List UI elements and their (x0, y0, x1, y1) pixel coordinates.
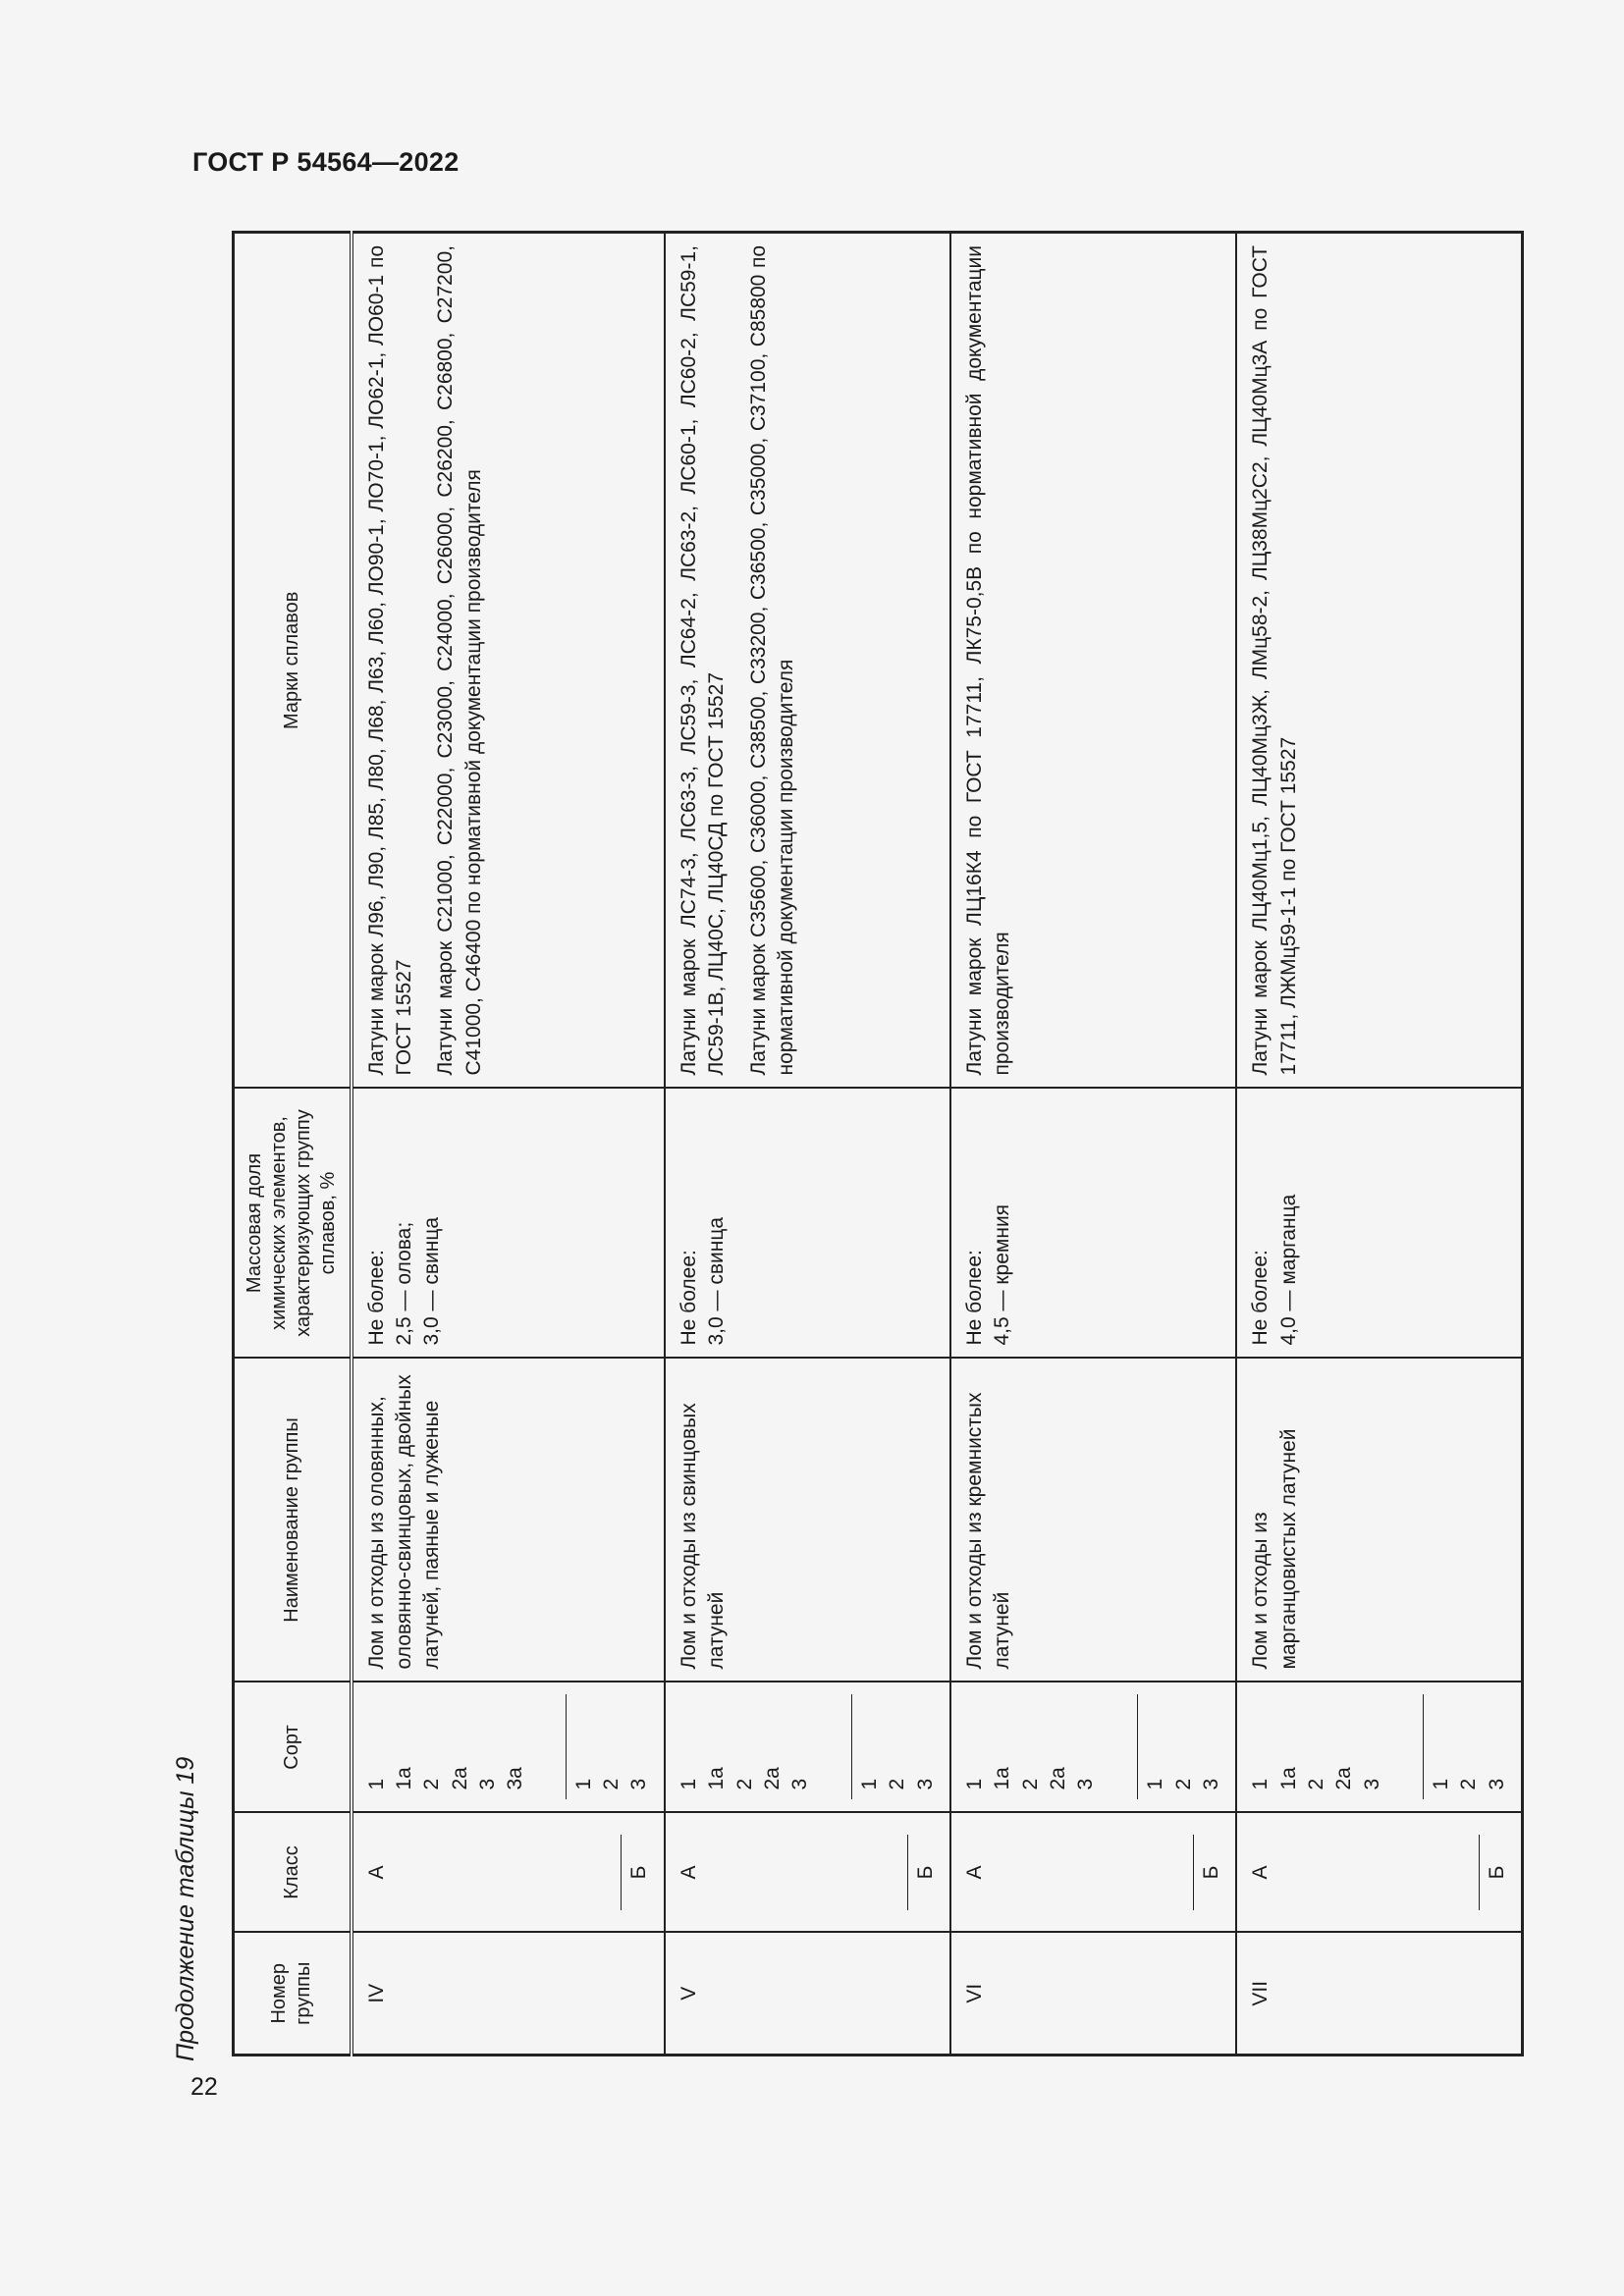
sort-item: 2а (1047, 1767, 1070, 1790)
alloy-grades-cell (950, 233, 1236, 1089)
sort-cell (950, 1682, 1236, 1813)
alloy-grades-cell (352, 233, 665, 1089)
class-cell (665, 1813, 950, 1933)
alloy-grades-paragraph: Латуни марок С35600, С36000, С38500, С33200, С36500, С35000, С37100, С85800 по нормативной документации производителя (746, 245, 797, 1076)
sort-item: 1 (858, 1778, 882, 1790)
class-a-label: А (677, 1865, 700, 1880)
alloy-grades-cell (1236, 233, 1522, 1089)
sort-item: 2а (1332, 1767, 1356, 1790)
class-cell (1236, 1813, 1522, 1933)
mass-fraction-cell (1236, 1089, 1522, 1359)
sort-list-class-b (566, 1695, 654, 1800)
alloy-groups-table (232, 231, 1524, 2056)
sort-list-class-a (1247, 1695, 1386, 1800)
sort-item: 1 (571, 1778, 595, 1790)
group-name: Лом и отходы из оловянных, оловянно-свинцовых, двойных латуней, паяные и луженые (364, 1374, 444, 1670)
mass-line: 3,0 — свинца (705, 1216, 729, 1346)
sort-item: 3 (1485, 1778, 1508, 1790)
rotated-table-container (232, 231, 1524, 2056)
group-name-cell (352, 1359, 665, 1682)
sort-list-class-a (363, 1695, 530, 1800)
sort-item: 2 (1018, 1778, 1042, 1790)
sort-list-class-b (1137, 1695, 1225, 1800)
mass-fraction-cell (665, 1089, 950, 1359)
sort-item: 1а (1276, 1767, 1300, 1790)
alloy-grades-paragraph: Латуни марок ЛС74-3, ЛС63-3, ЛС59-3, ЛС64-2, ЛС63-2, ЛС60-1, ЛС60-2, ЛС59-1, ЛС59-1В, ЛЦ40С, ЛЦ40СД по ГОСТ 15527 (677, 245, 729, 1076)
mass-line: 2,5 — олова; (392, 1221, 415, 1346)
sort-item: 1 (364, 1778, 388, 1790)
sort-list-class-b (1423, 1695, 1511, 1800)
table-row (665, 233, 950, 2056)
mass-fraction-cell (950, 1089, 1236, 1359)
sort-item: 2а (448, 1767, 471, 1790)
group-number-cell (665, 1933, 950, 2056)
sort-item: 3 (788, 1778, 812, 1790)
group-number: VII (1249, 1980, 1272, 2006)
sort-list-class-a (961, 1695, 1101, 1800)
alloy-grades-paragraph: Латуни марок ЛЦ40Мц1,5, ЛЦ40Мц3Ж, ЛМц58-2, ЛЦ38Мц2С2, ЛЦ40Мц3А по ГОСТ 17711, ЛЖМц59-1-1 по ГОСТ 15527 (1249, 245, 1300, 1076)
header-class: Класс (234, 1813, 352, 1933)
alloy-grades-paragraph: Латуни марок С21000, С22000, С23000, С24000, С26000, С26200, С26800, С27200, С41000, С46400 по нормативной документации производителя (434, 245, 485, 1076)
sort-item: 2 (420, 1778, 444, 1790)
sort-item: 3 (913, 1778, 937, 1790)
mass-line: Не более: (1249, 1250, 1272, 1346)
sort-item: 2 (732, 1778, 756, 1790)
group-number-cell (950, 1933, 1236, 2056)
table-row (352, 233, 665, 2056)
group-name-cell (1236, 1359, 1522, 1682)
class-a-label: А (364, 1865, 388, 1880)
class-cell (352, 1813, 665, 1933)
class-b-label: Б (907, 1835, 940, 1910)
sort-item: 2а (760, 1767, 784, 1790)
class-b-label: Б (621, 1835, 653, 1910)
mass-fraction-cell (352, 1089, 665, 1359)
group-name: Лом и отходы из свинцовых латуней (677, 1403, 729, 1670)
sort-item: 1а (705, 1767, 729, 1790)
sort-item: 1 (963, 1778, 987, 1790)
sort-item: 1 (1249, 1778, 1272, 1790)
sort-item: 3 (1360, 1778, 1383, 1790)
header-mass-fraction: Массовая доля химических элементов, характеризующих группу сплавов, % (234, 1089, 352, 1359)
group-number: VI (963, 1983, 987, 2003)
group-number: IV (364, 1983, 388, 2003)
sort-cell (1236, 1682, 1522, 1813)
document-header: ГОСТ Р 54564—2022 (192, 147, 460, 177)
class-a-label: А (963, 1865, 987, 1880)
sort-item: 2 (1304, 1778, 1327, 1790)
sort-item: 2 (600, 1778, 623, 1790)
alloy-grades-cell (665, 233, 950, 1089)
mass-line: 4,5 — кремния (991, 1203, 1014, 1346)
sort-item: 1а (392, 1767, 415, 1790)
header-group-number: Номер группы (234, 1933, 352, 2056)
mass-line: 4,0 — марганца (1276, 1194, 1300, 1346)
sort-item: 3 (475, 1778, 499, 1790)
mass-line: Не более: (677, 1250, 700, 1346)
sort-item: 2 (886, 1778, 909, 1790)
sort-cell (665, 1682, 950, 1813)
group-number-cell (352, 1933, 665, 2056)
mass-line: Не более: (364, 1250, 388, 1346)
group-name-cell (665, 1359, 950, 1682)
sort-item: 1 (1429, 1778, 1452, 1790)
sort-item: 2 (1457, 1778, 1481, 1790)
table-row (950, 233, 1236, 2056)
sort-item: 1а (991, 1767, 1014, 1790)
class-cell (950, 1813, 1236, 1933)
table-header-row (234, 233, 352, 2056)
sort-item: 3 (627, 1778, 651, 1790)
alloy-grades-paragraph: Латуни марок Л96, Л90, Л85, Л80, Л68, Л63, Л60, ЛО90-1, ЛО70-1, ЛО62-1, ЛО60-1 по ГОСТ 15527 (364, 245, 415, 1076)
page-number: 22 (190, 2073, 218, 2101)
sort-item: 3 (1074, 1778, 1098, 1790)
sort-list-class-a (676, 1695, 815, 1800)
table-caption: Продолжение таблицы 19 (172, 1756, 199, 2061)
sort-item: 1 (677, 1778, 700, 1790)
class-b-label: Б (1479, 1835, 1511, 1910)
group-name-cell (950, 1359, 1236, 1682)
sort-cell (352, 1682, 665, 1813)
header-alloy-grades: Марки сплавов (234, 233, 352, 1089)
class-b-label: Б (1193, 1835, 1225, 1910)
class-a-label: А (1249, 1865, 1272, 1880)
mass-line: 3,0 — свинца (420, 1216, 444, 1346)
alloy-grades-paragraph: Латуни марок ЛЦ16К4 по ГОСТ 17711, ЛК75-0,5В по нормативной документации производителя (963, 245, 1014, 1076)
group-number: V (677, 1986, 700, 2001)
mass-line: Не более: (963, 1250, 987, 1346)
group-number-cell (1236, 1933, 1522, 2056)
group-name: Лом и отходы из кремнистых латуней (963, 1392, 1014, 1670)
sort-item: 3а (504, 1767, 527, 1790)
header-sort: Сорт (234, 1682, 352, 1813)
sort-item: 3 (1199, 1778, 1222, 1790)
sort-item: 1 (1144, 1778, 1167, 1790)
sort-item: 2 (1171, 1778, 1195, 1790)
table-row (1236, 233, 1522, 2056)
group-name: Лом и отходы из марганцовистых латуней (1249, 1428, 1300, 1670)
header-group-name: Наименование группы (234, 1359, 352, 1682)
sort-list-class-b (851, 1695, 940, 1800)
